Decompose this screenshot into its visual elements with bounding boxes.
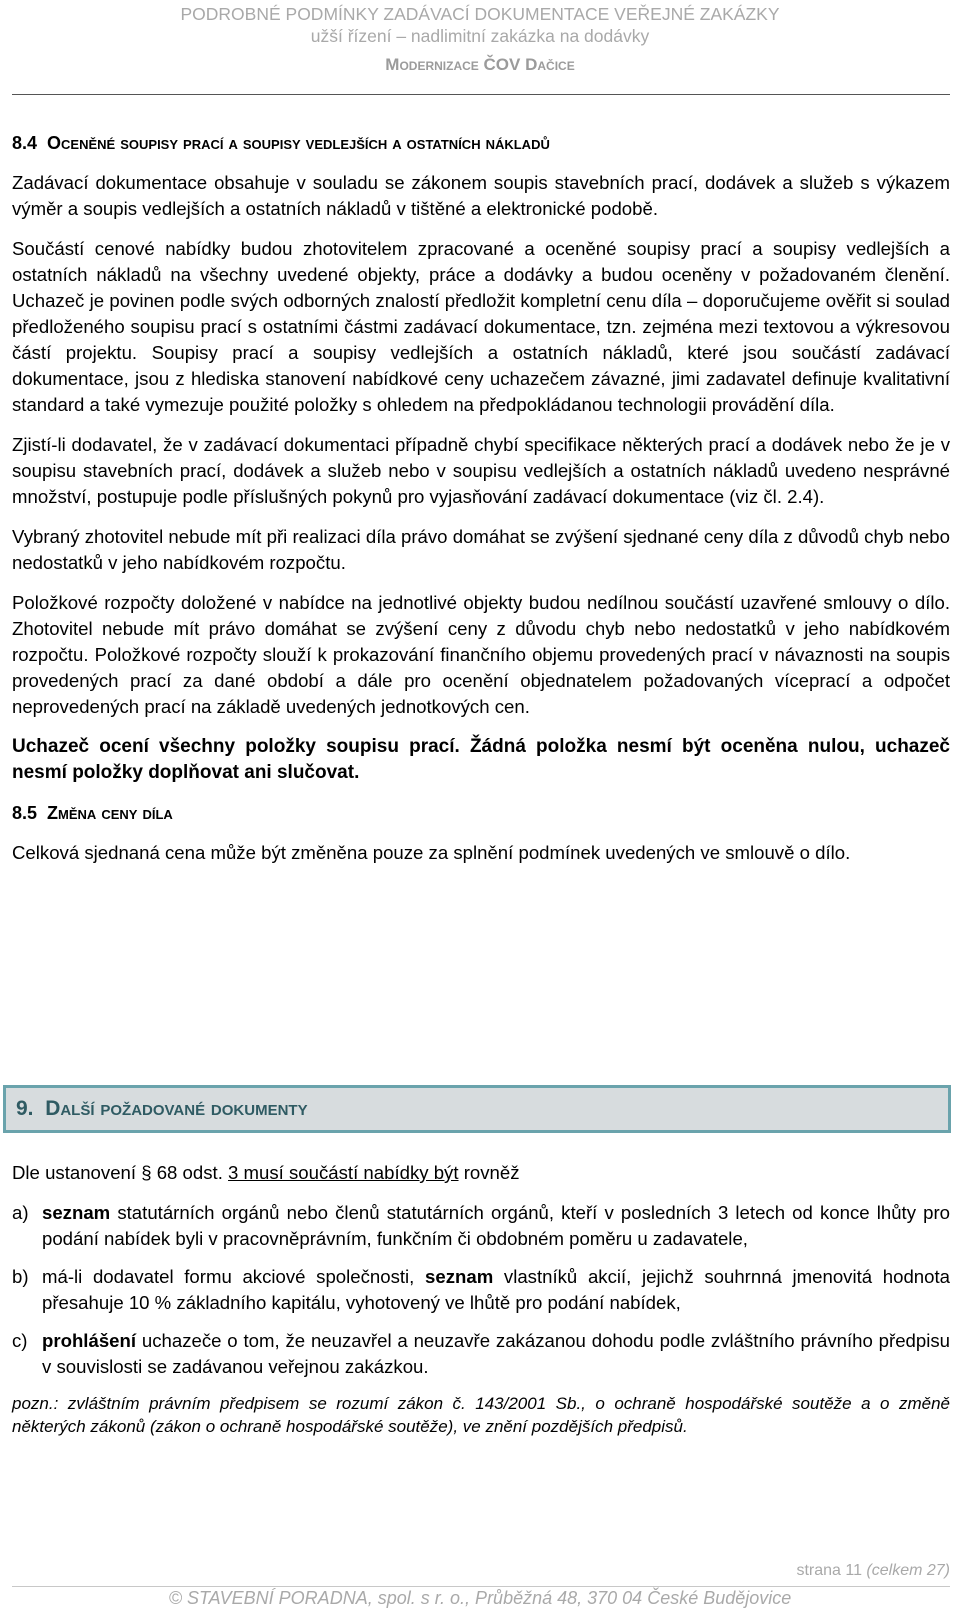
section-title: Oceněné soupisy prací a soupisy vedlejších a ostatních nákladů (47, 133, 550, 153)
paragraph: Celková sjednaná cena může být změněna pouze za splnění podmínek uvedených ve smlouvě o dílo. (12, 842, 851, 863)
list-body: uchazeče o tom, že neuzavřel a neuzavře zakázanou dohodu podle zvláštního právního předpisu v souvislosti se zadávanou veřejnou zakázkou. (42, 1330, 950, 1377)
footnote: pozn.: zvláštním právním předpisem se rozumí zákon č. 143/2001 Sb., o ochraně hospodářské soutěže a o změně některých zákonů (zákon o ochraně hospodářské soutěže), ve znění pozdějších předpisů. (12, 1394, 950, 1436)
list-pre: má-li dodavatel formu akciové společnosti, (42, 1266, 426, 1287)
list-item (12, 1200, 950, 1252)
bold-paragraph: Uchazeč ocení všechny položky soupisu prací. Žádná položka nesmí být oceněna nulou, uchazeč nesmí položky doplňovat ani slučovat. (12, 736, 950, 783)
paragraph: Zadávací dokumentace obsahuje v souladu se zákonem soupis stavebních prací, dodávek a služeb s výkazem výměr a soupis vedlejších a ostatních nákladů v tištěné a elektronické podobě. (12, 172, 950, 219)
list-body: vlastníků akcií, jejichž souhrnná jmenovitá hodnota přesahuje 10 % základního kapitálu, vyhotovený ve lhůtě pro podání nabídek, (42, 1266, 950, 1313)
list-body: statutárních orgánů nebo členů statutárních orgánů, kteří v posledních 3 letech od konce lhůty pro podání nabídek byli v pracovněprávním, funkčním či obdobném poměru u zadavatele, (42, 1202, 950, 1249)
list-text (42, 1264, 950, 1316)
list-item (12, 1264, 950, 1316)
list-label: b) (12, 1266, 29, 1287)
list-bold: seznam (42, 1202, 111, 1223)
header-title: PODROBNÉ PODMÍNKY ZADÁVACÍ DOKUMENTACE VEŘEJNÉ ZAKÁZKY (180, 4, 780, 24)
header-divider (12, 94, 950, 95)
intro-underlined: 3 musí součástí nabídky být (228, 1162, 459, 1183)
section-heading-9 (16, 1097, 308, 1121)
section-number: 8.4 (12, 133, 38, 153)
paragraph: Vybraný zhotovitel nebude mít při realizaci díla právo domáhat se zvýšení sjednané ceny díla z důvodů chyb nebo nedostatků v jeho nabídkovém rozpočtu. (12, 526, 950, 573)
section-number: 9. (16, 1097, 34, 1120)
section-8-4 (12, 130, 950, 880)
header-subtitle: užší řízení – nadlimitní zakázka na dodávky (310, 26, 650, 46)
list-text (42, 1200, 950, 1252)
section-heading-8-4 (12, 130, 950, 156)
page-label: strana 11 (796, 1562, 862, 1579)
paragraph: Zjistí-li dodavatel, že v zadávací dokumentaci případně chybí specifikace některých prací a dodávek nebo že je v soupisu stavebních prací, dodávek a služeb nebo v soupisu vedlejších a ostatních nákladů uvedeno nesprávné množství, postupuje podle příslušných pokynů pro vyjasňování zadávací dokumentace (viz čl. 2.4). (12, 434, 950, 507)
intro-text-end: rovněž (458, 1162, 520, 1183)
list-bold: seznam (425, 1266, 494, 1287)
list-item (12, 1328, 950, 1380)
list-text (42, 1328, 950, 1380)
page-number (796, 1562, 950, 1580)
list-label: c) (12, 1330, 28, 1351)
paragraph: Součástí cenové nabídky budou zhotovitelem zpracované a oceněné soupisy prací a soupisy vedlejších a ostatních nákladů na všechny uvedené objekty, práce a dodávky a budou oceněny v požadovaném členění. Uchazeč je povinen podle svých odborných znalostí předložit kompletní cenu díla – doporučujeme ověřit si soulad předloženého soupisu prací s ostatními částmi zadávací dokumentace, tzn. zejména mezi textovou a výkresovou částí projektu. Soupisy prací a soupisy vedlejších a ostatních nákladů, které jsou součástí zadávací dokumentace, jsou z hlediska stanovení nabídkové ceny uchazečem závazné, jimi zadavatel definuje kvalitativní standard a také vymezuje použité položky s ohledem na předpokládanou technologii provádění díla. (12, 238, 950, 415)
section-9 (12, 1160, 950, 1438)
section-title: Změna ceny díla (47, 803, 173, 823)
section-9-heading-box (3, 1085, 951, 1133)
section-title: Další požadované dokumenty (45, 1097, 308, 1120)
section-heading-8-5 (12, 800, 950, 826)
header-project: Modernizace ČOV Dačice (385, 55, 575, 74)
footer-text: © STAVEBNÍ PORADNA, spol. s r. o., Průběžná 48, 370 04 České Budějovice (168, 1588, 792, 1608)
intro-text: Dle ustanovení § 68 odst. (12, 1162, 229, 1183)
section-9-intro (12, 1160, 950, 1186)
paragraph: Položkové rozpočty doložené v nabídce na jednotlivé objekty budou nedílnou součástí uzavřené smlouvy o dílo. Zhotovitel nebude mít právo domáhat se zvýšení ceny z důvodu chyb nebo nedostatků v jeho nabídkovém rozpočtu. Položkové rozpočty slouží k prokazování finančního objemu provedených prací v návaznosti na soupis provedených prací za dané období a dále pro ocenění objednatelem požadovaných víceprací a odpočet neprovedených prací na základě uvedených jednotkových cen. (12, 592, 950, 717)
list-bold: prohlášení (42, 1330, 137, 1351)
list-label: a) (12, 1202, 29, 1223)
section-number: 8.5 (12, 803, 38, 823)
page-total: (celkem 27) (866, 1562, 950, 1579)
footer-divider (12, 1586, 950, 1587)
